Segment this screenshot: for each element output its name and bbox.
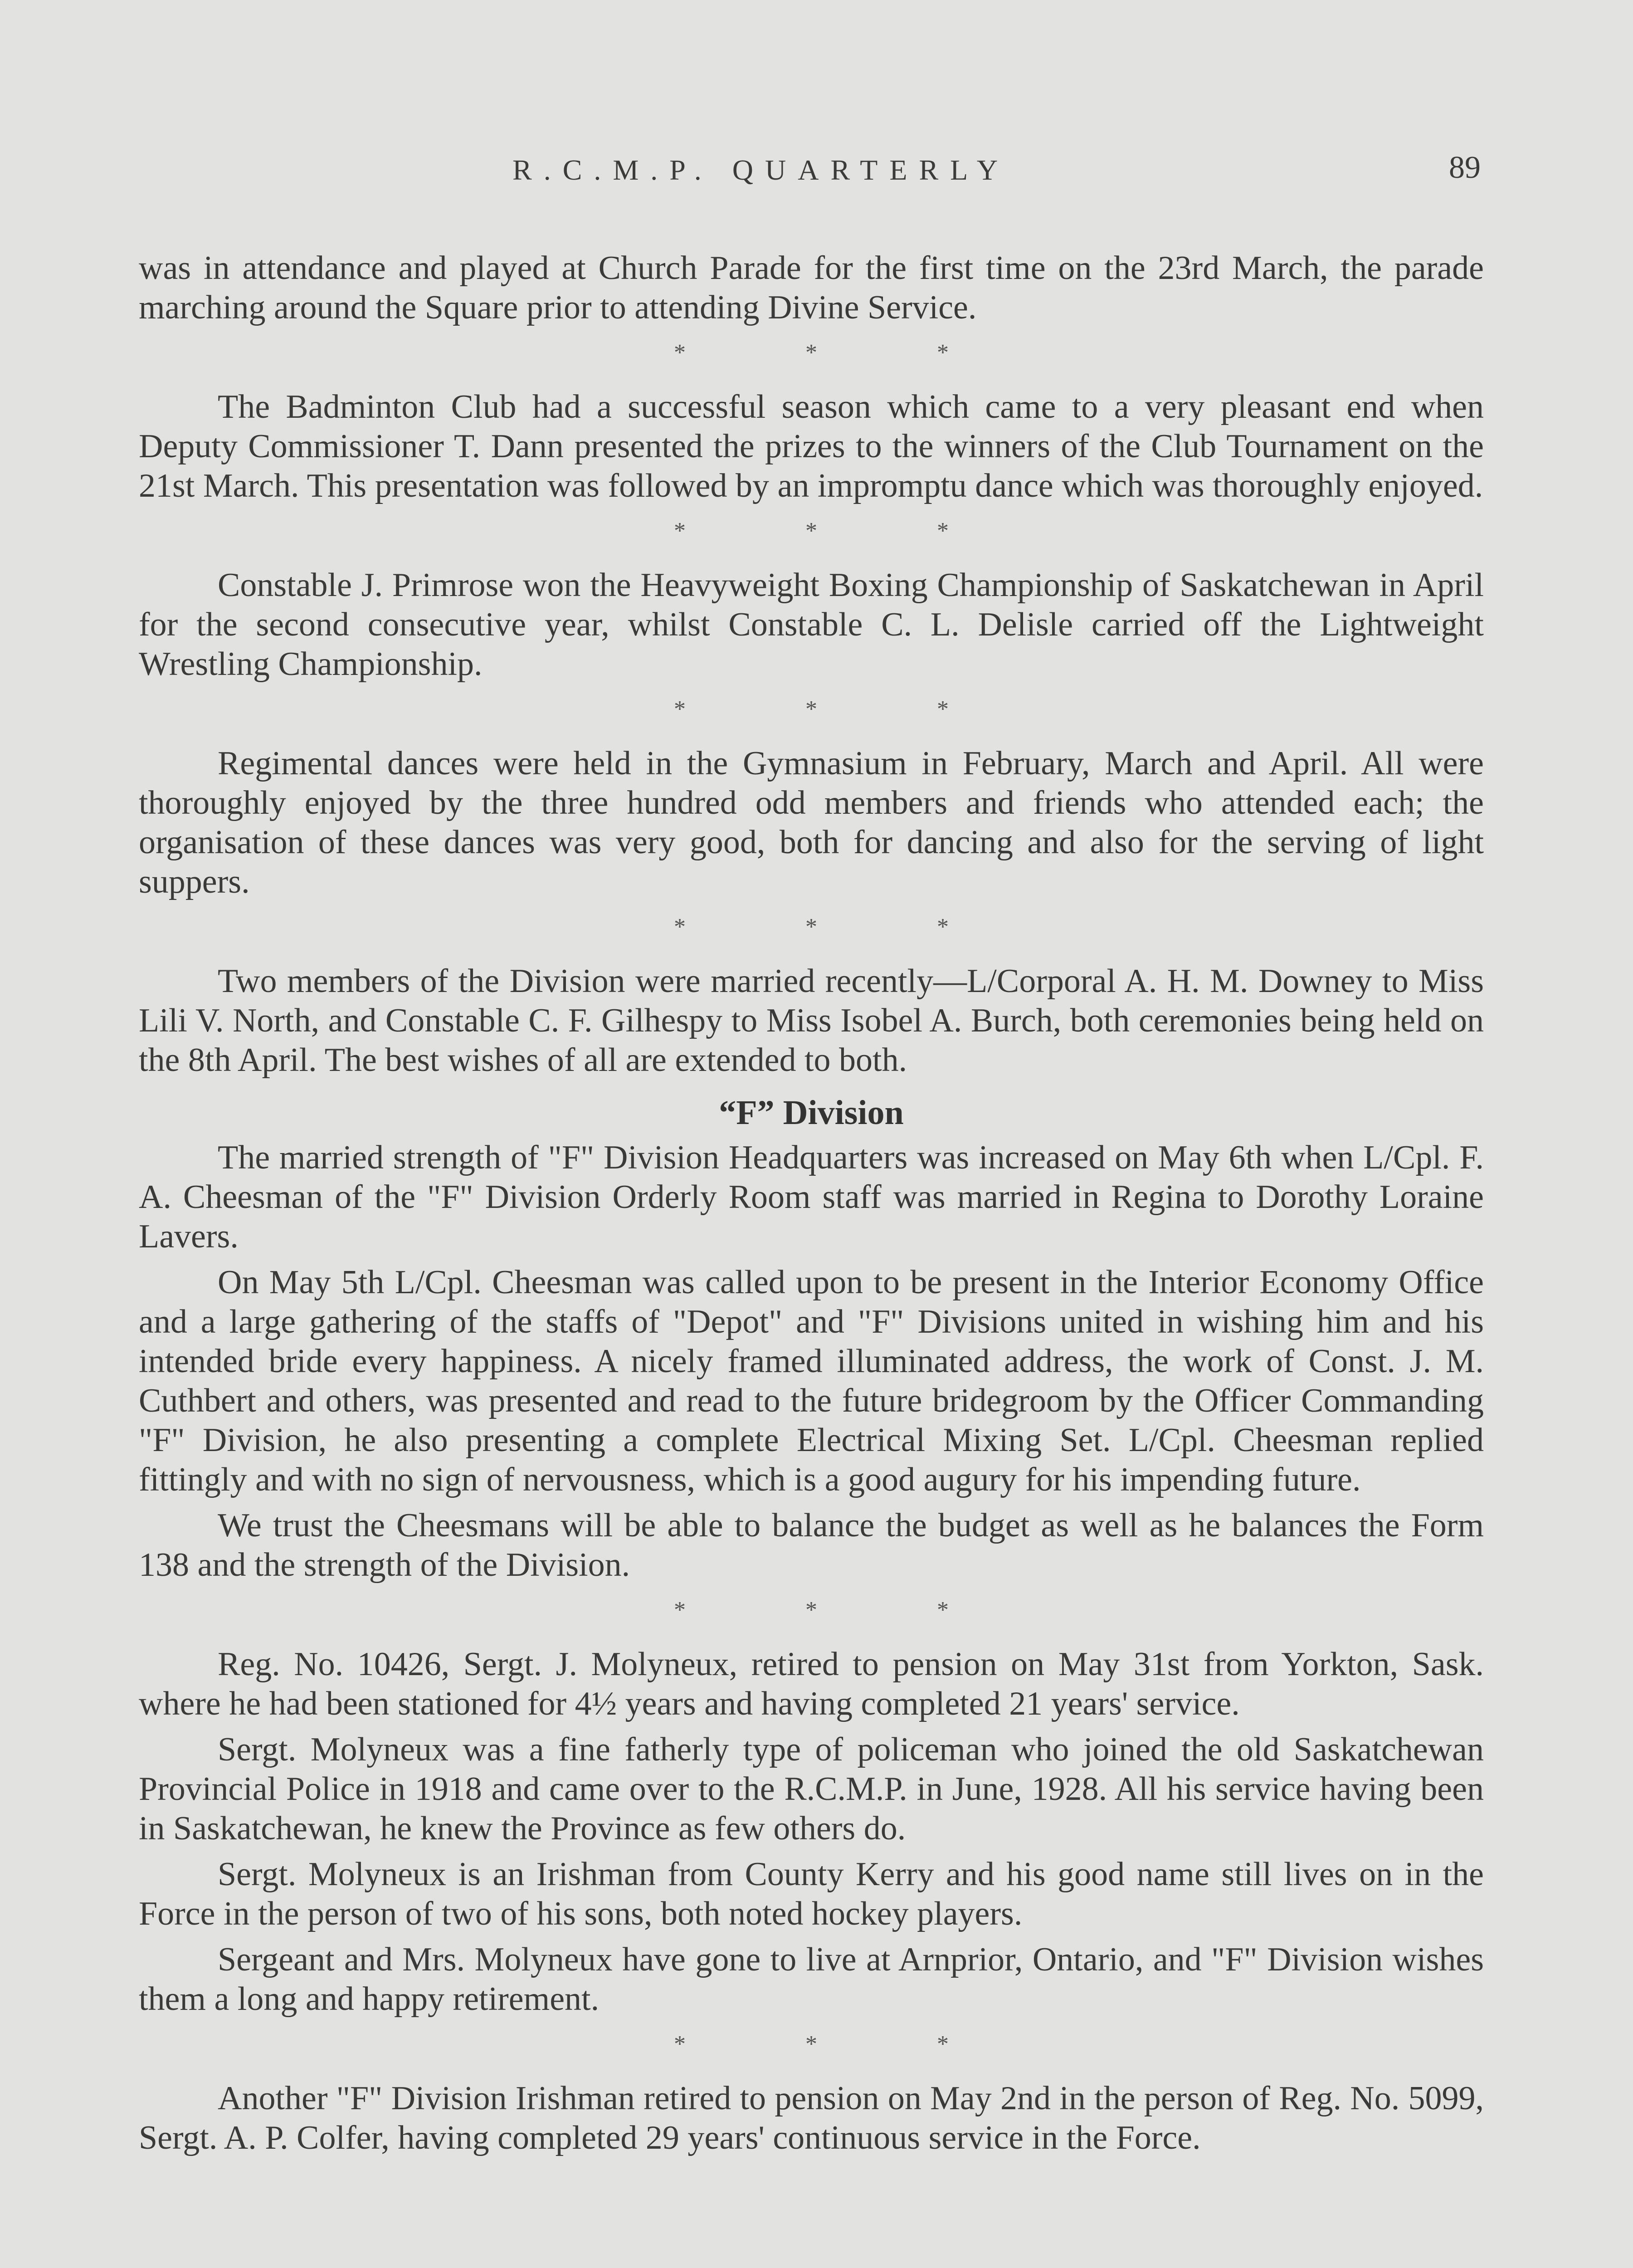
asterisk-mark: * [805, 340, 817, 366]
paragraph-molyneux-retirement: Sergeant and Mrs. Molyneux have gone to live at Arnprior, Ontario, and "F" Division wishes them a long and happy retirement. [139, 1941, 1484, 2018]
asterisk-mark: * [937, 340, 949, 366]
paragraph-church-parade: was in attendance and played at Church Parade for the first time on the 23rd March, the parade marching around the Square prior to attending Divine Service. [139, 249, 1484, 326]
asterisk-mark: * [937, 696, 949, 722]
section-separator [139, 518, 1484, 545]
paragraph-cheesman-address: On May 5th L/Cpl. Cheesman was called upon to be present in the Interior Economy Office and a large gathering of the staffs of "Depot" and "F" Divisions united in wishing him and his intended bride every happiness. A nicely framed illuminated address, the work of Const. J. M. Cuthbert and others, was presented and read to the future bridegroom by the Officer Commanding "F" Division, he also presenting a complete Electrical Mixing Set. L/Cpl. Cheesman replied fittingly and with no sign of nervousness, which is a good augury for his impending future. [139, 1264, 1484, 1498]
paragraph-molyneux-irishman: Sergt. Molyneux is an Irishman from County Kerry and his good name still lives on in the Force in the person of two of his sons, both noted hockey players. [139, 1856, 1484, 1932]
paragraph-molyneux-career: Sergt. Molyneux was a fine fatherly type of policeman who joined the old Saskatchewan Provincial Police in 1918 and came over to the R.C.M.P. in June, 1928. All his service having been in Saskatchewan, he knew the Province as few others do. [139, 1731, 1484, 1847]
asterisk-mark: * [674, 518, 686, 544]
asterisk-mark: * [805, 2031, 817, 2057]
paragraph-badminton-club: The Badminton Club had a successful season which came to a very pleasant end when Deputy Commissioner T. Dann presented the prizes to the winners of the Club Tournament on the 21st March. This presentation was followed by an impromptu dance which was thoroughly enjoyed. [139, 388, 1484, 504]
section-separator [139, 2031, 1484, 2058]
asterisk-mark: * [674, 2031, 686, 2057]
paragraph-marriages: Two members of the Division were married recently—L/Corporal A. H. M. Downey to Miss Lili V. North, and Constable C. F. Gilhespy to Miss Isobel A. Burch, both ceremonies being held on the 8th April. The best wishes of all are extended to both. [139, 963, 1484, 1079]
section-separator [139, 696, 1484, 723]
asterisk-mark: * [674, 1597, 686, 1623]
section-separator [139, 1597, 1484, 1624]
section-separator [139, 339, 1484, 367]
section-heading-f-division: “F” Division [719, 1094, 904, 1132]
paragraph-married-strength: The married strength of "F" Division Headquarters was increased on May 6th when L/Cpl. F. A. Cheesman of the "F" Division Orderly Room staff was married in Regina to Dorothy Loraine Lavers. [139, 1139, 1484, 1255]
asterisk-mark: * [805, 1597, 817, 1623]
page-number: 89 [1449, 150, 1481, 185]
asterisk-mark: * [674, 340, 686, 366]
page-body [139, 249, 1484, 2158]
asterisk-mark: * [937, 1597, 949, 1623]
asterisk-mark: * [937, 914, 949, 940]
paragraph-colfer-retired: Another "F" Division Irishman retired to pension on May 2nd in the person of Reg. No. 5099, Sergt. A. P. Colfer, having completed 29 years' continuous service in the Force. [139, 2080, 1484, 2156]
paragraph-regimental-dances: Regimental dances were held in the Gymnasium in February, March and April. All were thoroughly enjoyed by the three hundred odd members and friends who attended each; the organisation of these dances was very good, both for dancing and also for the serving of light suppers. [139, 745, 1484, 900]
asterisk-mark: * [674, 696, 686, 722]
running-title: R.C.M.P. QUARTERLY [512, 154, 1010, 186]
paragraph-molyneux-retired: Reg. No. 10426, Sergt. J. Molyneux, retired to pension on May 31st from Yorkton, Sask. where he had been stationed for 4½ years and having completed 21 years' service. [139, 1646, 1484, 1722]
paragraph-boxing-championship: Constable J. Primrose won the Heavyweight Boxing Championship of Saskatchewan in April for the second consecutive year, whilst Constable C. L. Delisle carried off the Lightweight Wrestling Championship. [139, 567, 1484, 683]
paragraph-cheesman-budget: We trust the Cheesmans will be able to balance the budget as well as he balances the Form 138 and the strength of the Division. [139, 1507, 1484, 1584]
asterisk-mark: * [937, 518, 949, 544]
asterisk-mark: * [805, 518, 817, 544]
section-separator [139, 914, 1484, 941]
asterisk-mark: * [805, 914, 817, 940]
asterisk-mark: * [937, 2031, 949, 2057]
asterisk-mark: * [805, 696, 817, 722]
asterisk-mark: * [674, 914, 686, 940]
